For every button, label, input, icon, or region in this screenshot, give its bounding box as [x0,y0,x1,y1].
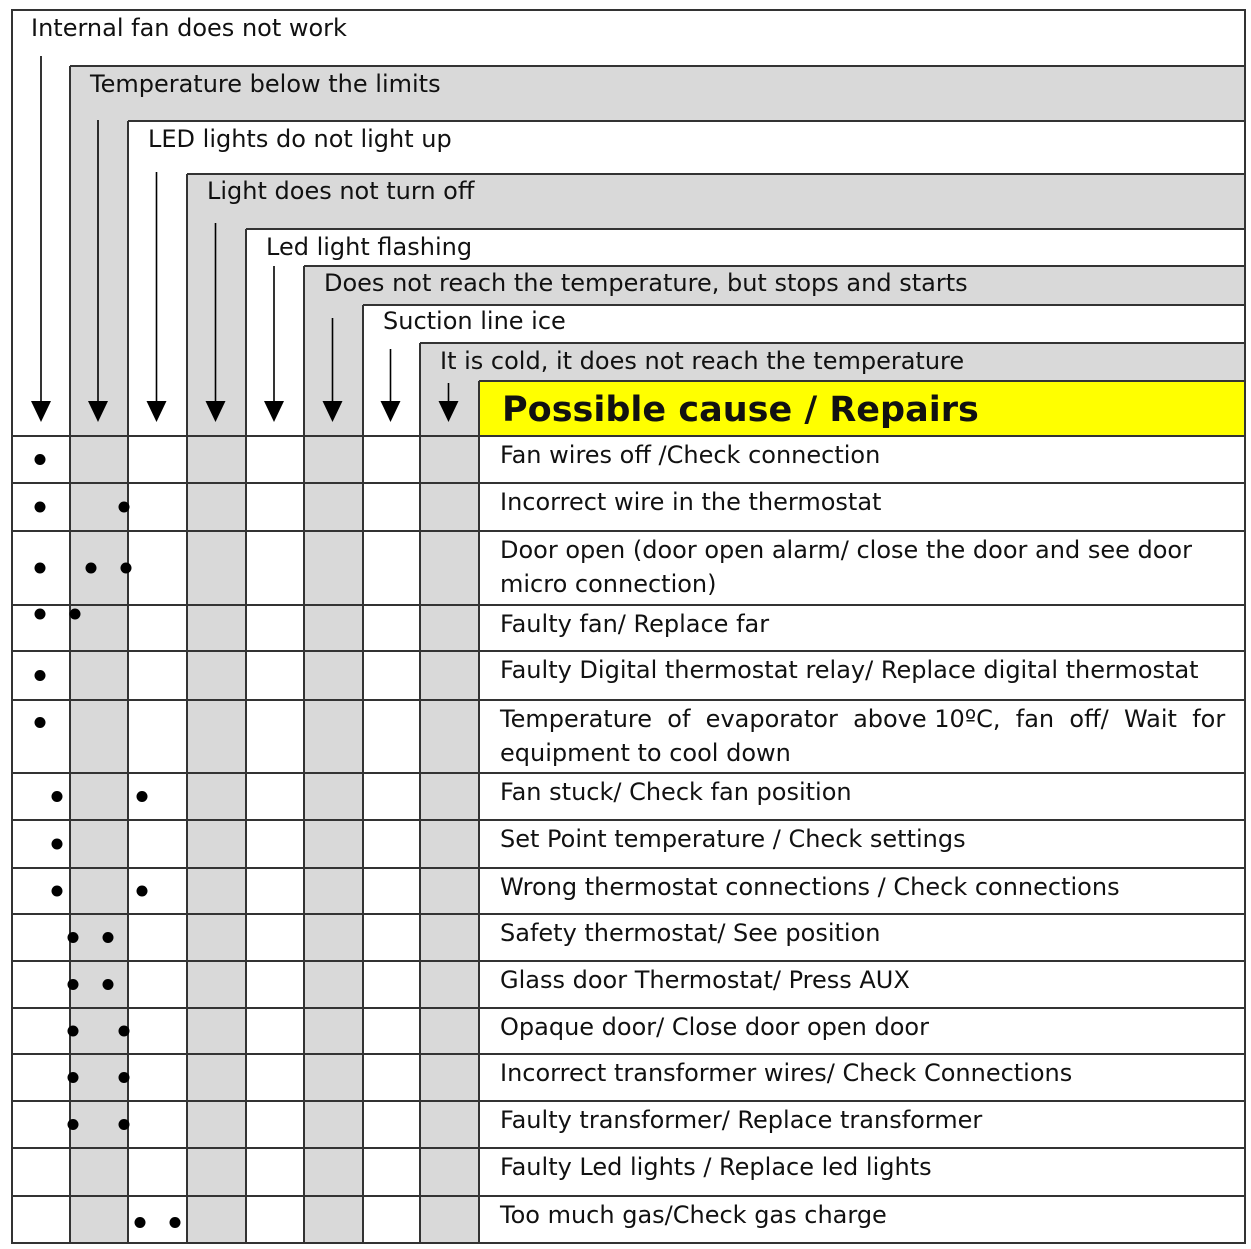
symptom-label-1: Internal fan does not work [31,14,347,42]
symptom-label-8: It is cold, it does not reach the temperature [440,347,965,375]
cause-line: Glass door Thermostat/ Press AUX [500,966,910,994]
cause-line-continued: equipment to cool down [500,739,791,767]
table-title: Possible cause / Repairs [502,390,979,430]
symptom-mark-dot [103,979,114,990]
cause-line: Faulty Led lights / Replace led lights [500,1153,932,1181]
cause-text [500,1150,1235,1184]
symptom-mark-dot [35,670,46,681]
cause-line: Opaque door/ Close door open door [500,1013,929,1041]
symptom-mark-dot [119,1119,130,1130]
cause-text [500,822,1235,856]
symptom-mark-dot [52,839,63,850]
symptom-label-3: LED lights do not light up [148,125,452,153]
cause-text [500,1103,1235,1137]
symptom-label-7: Suction line ice [383,307,566,335]
symptom-mark-dot [35,717,46,728]
symptom-mark-dot [35,609,46,620]
cause-text [500,438,1235,472]
symptom-mark-dot [86,563,97,574]
cause-line: Faulty Digital thermostat relay/ Replace digital thermostat [500,656,1199,684]
cause-line: Too much gas/Check gas charge [500,1201,887,1229]
cause-line: Fan wires off /Check connection [500,441,881,469]
cause-text [500,963,1235,997]
cause-line: Set Point temperature / Check settings [500,825,966,853]
symptom-mark-dot [135,1217,146,1228]
symptom-mark-dot [68,1119,79,1130]
shaded-column-8 [420,343,479,1243]
cause-text [500,485,1235,519]
cause-text [500,607,1235,641]
symptom-mark-dot [35,454,46,465]
cause-text [500,870,1235,904]
cause-line: Incorrect wire in the thermostat [500,488,882,516]
symptom-mark-dot [70,609,81,620]
symptom-mark-dot [119,1072,130,1083]
symptom-mark-dot [68,1072,79,1083]
symptom-mark-dot [68,979,79,990]
symptom-mark-dot [137,886,148,897]
cause-line: Wrong thermostat connections / Check connections [500,873,1120,901]
symptom-mark-dot [52,886,63,897]
cause-text [500,653,1235,687]
cause-text [500,1056,1235,1090]
cause-line: Safety thermostat/ See position [500,919,881,947]
arrow-down-icon [264,401,284,422]
arrow-down-icon [381,401,401,422]
symptom-mark-dot [119,1026,130,1037]
cause-text [500,533,1235,601]
cause-text [500,1198,1235,1232]
cause-text [500,1010,1235,1044]
symptom-mark-dot [137,791,148,802]
arrow-down-icon [31,401,51,422]
cause-text [500,916,1235,950]
symptom-mark-dot [52,791,63,802]
symptom-mark-dot [119,502,130,513]
cause-line-continued: micro connection) [500,570,717,598]
cause-line: Incorrect transformer wires/ Check Connections [500,1059,1073,1087]
cause-line: Faulty transformer/ Replace transformer [500,1106,983,1134]
cause-text [500,702,1235,770]
symptom-mark-dot [68,1026,79,1037]
symptom-mark-dot [170,1217,181,1228]
symptom-label-5: Led light flashing [266,233,473,261]
symptom-label-6: Does not reach the temperature, but stops and starts [324,269,968,297]
symptom-mark-dot [121,563,132,574]
symptom-mark-dot [35,563,46,574]
cause-line: Faulty fan/ Replace far [500,610,770,638]
symptom-mark-dot [103,932,114,943]
shaded-column-4 [187,174,246,1243]
symptom-mark-dot [35,502,46,513]
cause-line: Temperature of evaporator above 10ºC, fan off/ Wait for [500,705,1226,733]
symptom-label-2: Temperature below the limits [90,70,441,98]
symptom-label-4: Light does not turn off [207,177,475,205]
arrow-down-icon [147,401,167,422]
shaded-column-2 [70,66,128,1243]
cause-line: Door open (door open alarm/ close the door and see door [500,536,1192,564]
cause-line: Fan stuck/ Check fan position [500,778,852,806]
cause-text [500,775,1235,809]
symptom-mark-dot [68,932,79,943]
